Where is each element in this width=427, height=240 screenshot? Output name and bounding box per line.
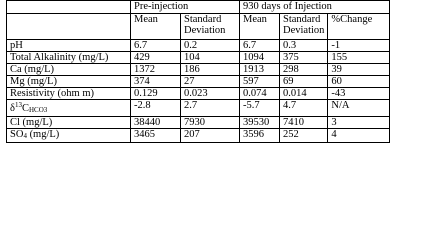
value-cell: 0.014 <box>280 88 328 100</box>
value-cell: 1913 <box>240 64 280 76</box>
value-cell: 375 <box>280 52 328 64</box>
value-cell: N/A <box>328 100 390 117</box>
table-row <box>7 40 390 52</box>
value-cell: 429 <box>131 52 181 64</box>
value-cell: 0.3 <box>280 40 328 52</box>
header-930-days: 930 days of Injection <box>240 1 390 14</box>
value-cell: 4 <box>328 129 390 143</box>
value-cell: -2.8 <box>131 100 181 117</box>
value-cell: 6.7 <box>240 40 280 52</box>
value-cell: 2.7 <box>181 100 240 117</box>
value-cell: 1372 <box>131 64 181 76</box>
table-row <box>7 52 390 64</box>
value-cell: 3 <box>328 117 390 129</box>
table-row <box>7 129 390 143</box>
value-cell: 27 <box>181 76 240 88</box>
value-cell: 0.074 <box>240 88 280 100</box>
value-cell: 374 <box>131 76 181 88</box>
value-cell: -43 <box>328 88 390 100</box>
value-cell: 104 <box>181 52 240 64</box>
value-cell: 3465 <box>131 129 181 143</box>
param-label: Total Alkalinity (mg/L) <box>7 52 131 64</box>
value-cell: 0.023 <box>181 88 240 100</box>
table-row <box>7 88 390 100</box>
value-cell: 39530 <box>240 117 280 129</box>
param-label: Cl (mg/L) <box>7 117 131 129</box>
header-row-groups <box>7 1 390 14</box>
value-cell: 7930 <box>181 117 240 129</box>
header-mean-pre: Mean <box>131 14 181 40</box>
geochemistry-table <box>6 0 390 143</box>
param-label: SO4 (mg/L) <box>7 129 131 143</box>
value-cell: 38440 <box>131 117 181 129</box>
value-cell: 597 <box>240 76 280 88</box>
param-label: pH <box>7 40 131 52</box>
header-empty-cell <box>7 1 131 14</box>
param-label: $\delta^{13}CHCO3$ <box>7 100 131 117</box>
table-row <box>7 117 390 129</box>
header-row-columns <box>7 14 390 40</box>
value-cell: 3596 <box>240 129 280 143</box>
value-cell: 0.129 <box>131 88 181 100</box>
param-label: Mg (mg/L) <box>7 76 131 88</box>
value-cell: 69 <box>280 76 328 88</box>
header-pct-change: %Change <box>328 14 390 40</box>
value-cell: 4.7 <box>280 100 328 117</box>
value-cell: 0.2 <box>181 40 240 52</box>
value-cell: 155 <box>328 52 390 64</box>
value-cell: 207 <box>181 129 240 143</box>
table-row <box>7 64 390 76</box>
value-cell: 6.7 <box>131 40 181 52</box>
header-sd-post: Standard Deviation <box>280 14 328 40</box>
data-table-container <box>6 0 390 143</box>
value-cell: 186 <box>181 64 240 76</box>
header-mean-post: Mean <box>240 14 280 40</box>
table-row <box>7 100 390 117</box>
value-cell: 1094 <box>240 52 280 64</box>
value-cell: -5.7 <box>240 100 280 117</box>
value-cell: 252 <box>280 129 328 143</box>
value-cell: 7410 <box>280 117 328 129</box>
param-label: Ca (mg/L) <box>7 64 131 76</box>
header-param-cell <box>7 14 131 40</box>
table-row <box>7 76 390 88</box>
value-cell: 60 <box>328 76 390 88</box>
value-cell: 298 <box>280 64 328 76</box>
value-cell: -1 <box>328 40 390 52</box>
value-cell: 39 <box>328 64 390 76</box>
param-label: Resistivity (ohm m) <box>7 88 131 100</box>
header-pre-injection: Pre-injection <box>131 1 240 14</box>
header-sd-pre: Standard Deviation <box>181 14 240 40</box>
